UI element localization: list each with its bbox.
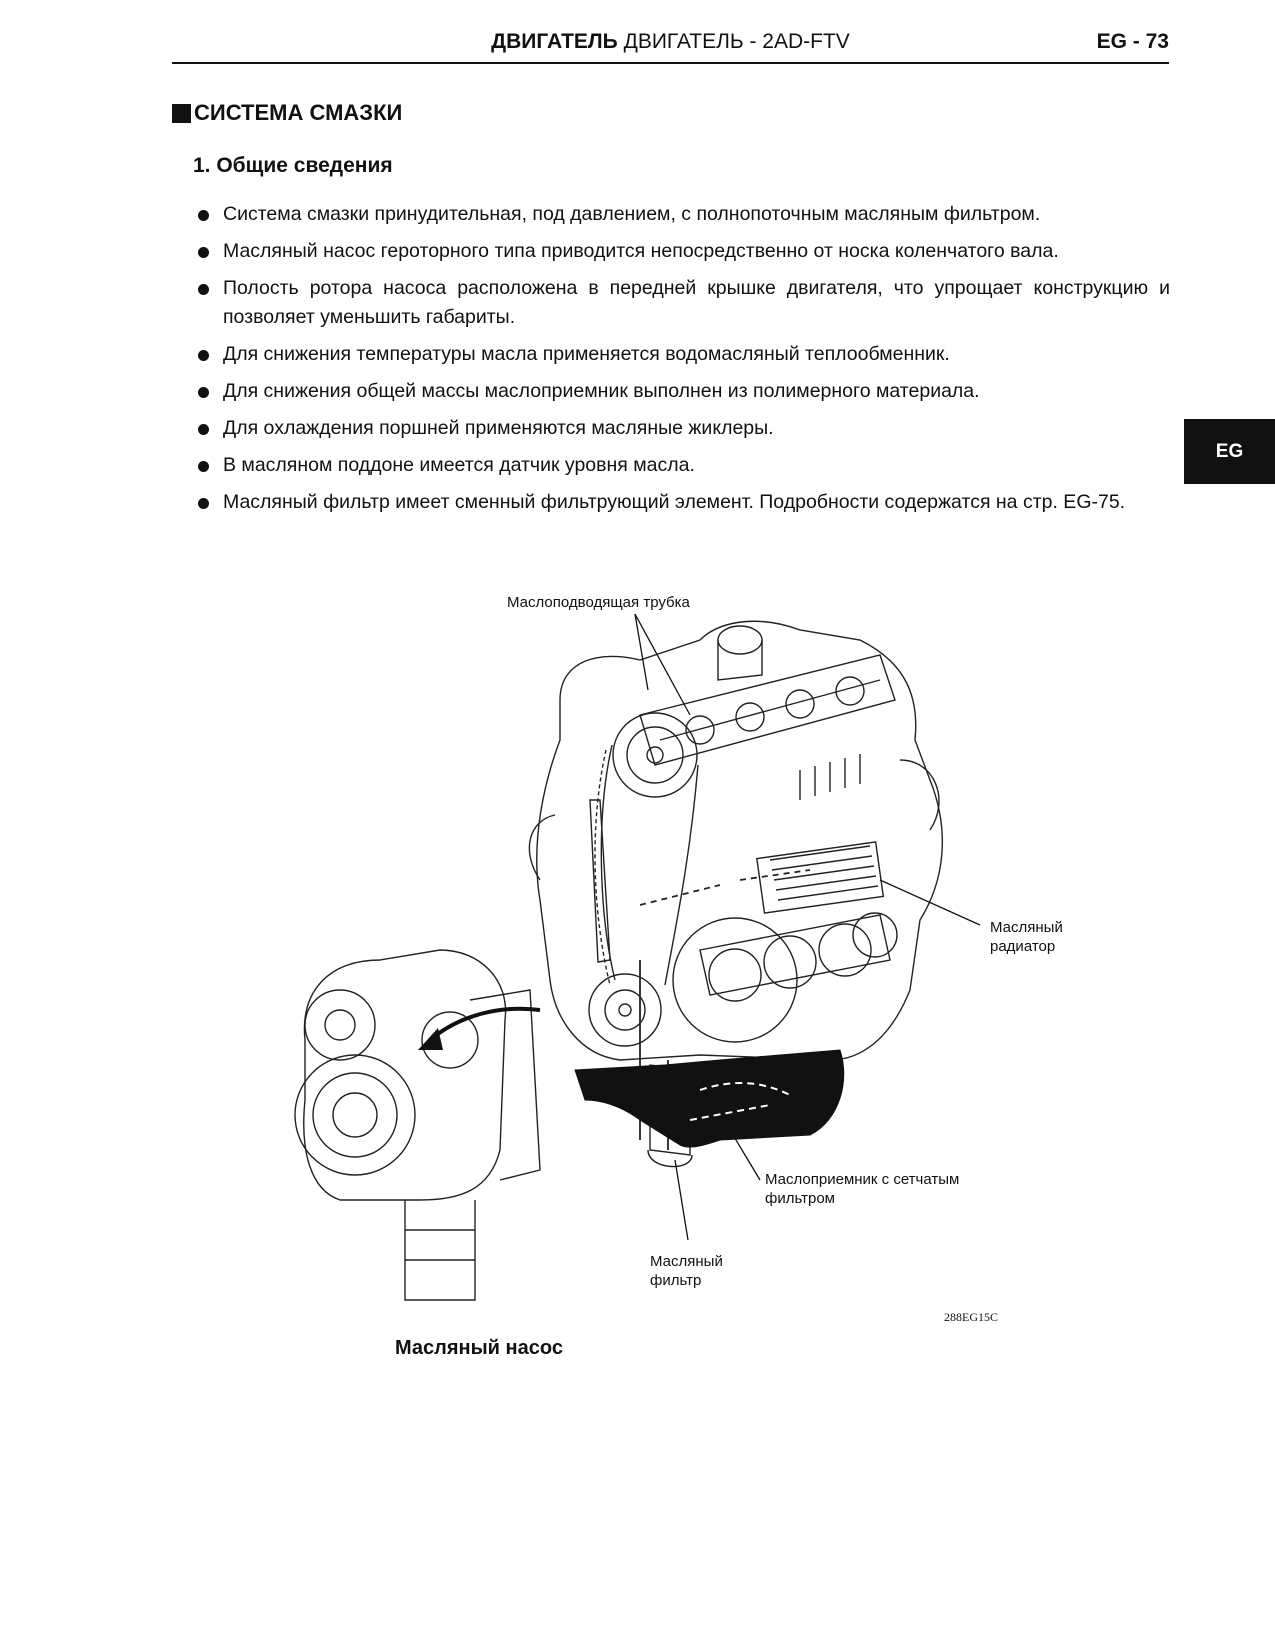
list-item: Масляный фильтр имеет сменный фильтрующий элемент. Подробности содержатся на стр. EG-75. bbox=[196, 488, 1170, 517]
section-title: СИСТЕМА СМАЗКИ bbox=[172, 100, 402, 126]
subsection-title: 1. Общие сведения bbox=[193, 154, 393, 177]
bullet-icon bbox=[198, 424, 209, 435]
pump-callout-arrow bbox=[430, 1009, 540, 1040]
list-item: Для снижения температуры масла применяется водомасляный теплообменник. bbox=[196, 340, 1170, 369]
label-oil-cooler: Масляный радиатор bbox=[990, 919, 1063, 955]
list-item: Масляный насос героторного типа приводится непосредственно от носка коленчатого вала. bbox=[196, 237, 1170, 266]
list-item: Полость ротора насоса расположена в передней крышке двигателя, что упрощает конструкцию и позволяет уменьшить габариты. bbox=[196, 274, 1170, 332]
label-oil-strainer: Маслоприемник с сетчатым фильтром bbox=[765, 1171, 960, 1207]
bullet-icon bbox=[198, 247, 209, 258]
oil-pan-shape bbox=[575, 1050, 844, 1147]
label-oil-filter: Масляный фильтр bbox=[650, 1253, 723, 1289]
figure-caption: Масляный насос bbox=[395, 1337, 563, 1359]
list-item: Система смазки принудительная, под давлением, с полнопоточным масляным фильтром. bbox=[196, 200, 1170, 229]
list-item: Для снижения общей массы маслоприемник выполнен из полимерного материала. bbox=[196, 377, 1170, 406]
chapter-tab[interactable]: EG bbox=[1184, 419, 1275, 484]
page-header bbox=[172, 28, 1169, 64]
bullet-icon bbox=[198, 210, 209, 221]
bullet-icon bbox=[198, 284, 209, 295]
figure-code: 288EG15C bbox=[944, 1310, 998, 1324]
leader-lines bbox=[635, 614, 980, 1240]
header-title: ДВИГАТЕЛЬ ДВИГАТЕЛЬ - 2AD-FTV bbox=[491, 30, 850, 53]
page-number: EG - 73 bbox=[1096, 30, 1169, 53]
bullet-icon bbox=[198, 461, 209, 472]
list-item: В масляном поддоне имеется датчик уровня масла. bbox=[196, 451, 1170, 480]
bullet-list bbox=[196, 200, 1170, 525]
square-bullet-icon bbox=[172, 104, 191, 123]
bullet-icon bbox=[198, 350, 209, 361]
label-oil-feed-pipe: Маслоподводящая трубка bbox=[507, 594, 690, 611]
list-item: Для охлаждения поршней применяются масляные жиклеры. bbox=[196, 414, 1170, 443]
bullet-icon bbox=[198, 498, 209, 509]
bullet-icon bbox=[198, 387, 209, 398]
